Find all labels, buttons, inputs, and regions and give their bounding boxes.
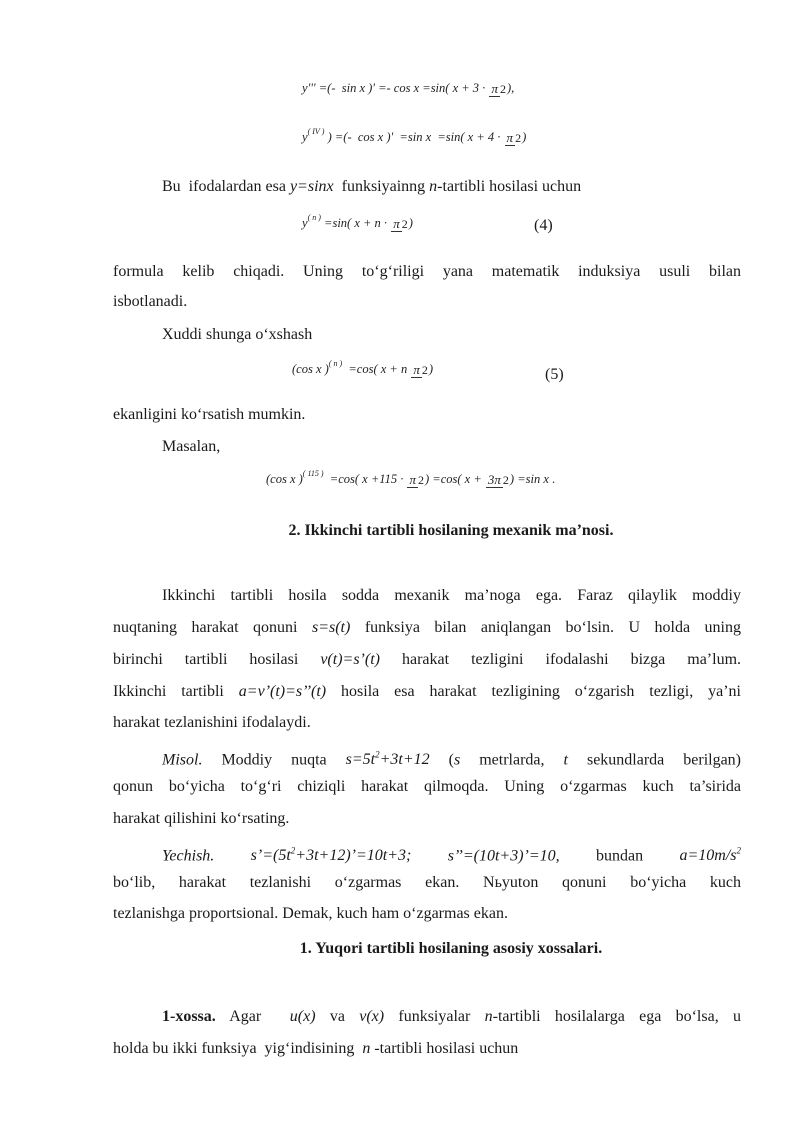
section-heading: 2. Ikkinchi tartibli hosilaning mexanik ma’nosi. <box>288 522 614 539</box>
equation-y-fourth-derivative: y( IV ) ) =(- cos x )' =sin x =sin( x + 4 · π 2) <box>302 127 527 145</box>
paragraph-text: Misol. Moddiy nuqta $s=5t^2+3t+12$ (s metrlarda, t sekundlarda berilgan) <box>162 750 742 769</box>
equation-cos-nth-derivative: (cos x )( n ) =cos( x + n π 2) <box>292 359 434 377</box>
paragraph-text: qonun bo‘yicha to‘g‘ri chiziqli harakat qilmoqda. Uning o‘zgarmas kuch ta’sirida <box>113 778 741 795</box>
paragraph-text: Yechish. $s’=(5t^2+3t+12)’=10t+3$; s’’=(10t+3)’=10, bundan $a=10m/s^2$ <box>162 846 742 865</box>
paragraph-text: Bu ifodalardan esa y=sinx funksiyainng n-tartibli hosilasi uchun <box>162 178 582 195</box>
paragraph-text: isbotlanadi. <box>113 293 188 310</box>
equation-cos-115-example: (cos x )( 115 ) =cos( x +115 · π 2) =cos( x + 3π 2) =sin x . <box>266 469 556 487</box>
paragraph-text: Ikkinchi tartibli a=v’(t)=s’’(t) hosila esa harakat tezligining o‘zgarish tezligi, ya’ni <box>113 683 742 700</box>
paragraph-text: tezlanishga proportsional. Demak, kuch ham o‘zgarmas ekan. <box>113 905 508 922</box>
section-heading: 1. Yuqori tartibli hosilaning asosiy xossalari. <box>299 940 603 957</box>
equation-number: (4) <box>534 217 553 234</box>
paragraph-text: 1-xossa. Agar u(x) va v(x) funksiyalar n-tartibli hosilalarga ega bo‘lsa, u <box>162 1008 741 1025</box>
paragraph-text: Ikkinchi tartibli hosila sodda mexanik ma’noga ega. Faraz qilaylik moddiy <box>162 587 741 604</box>
paragraph-text: Masalan, <box>162 438 221 455</box>
paragraph-text: birinchi tartibli hosilasi v(t)=s’(t) harakat tezligini ifodalashi bizga ma’lum. <box>113 651 742 668</box>
equation-y-third-derivative: y''' =(- sin x )' =- cos x =sin( x + 3 · π 2), <box>302 80 515 96</box>
paragraph-text: nuqtaning harakat qonuni s=s(t) funksiya bilan aniqlangan bo‘lsin. U holda uning <box>113 619 741 636</box>
paragraph-text: harakat qilishini ko‘rsating. <box>113 810 290 827</box>
paragraph-text: holda bu ikki funksiya yig‘indisining n -tartibli hosilasi uchun <box>113 1040 519 1057</box>
paragraph-text: bo‘lib, harakat tezlanishi o‘zgarmas ekan. Nьyuton qonuni bo‘yicha kuch <box>113 874 741 891</box>
paragraph-text: harakat tezlanishini ifodalaydi. <box>113 714 311 731</box>
paragraph-text: formula kelib chiqadi. Uning to‘g‘riligi yana matematik induksiya usuli bilan <box>113 263 741 280</box>
equation-sin-nth-derivative: y( n ) =sin( x + n · π 2) <box>302 213 413 231</box>
paragraph-text: ekanligini ko‘rsatish mumkin. <box>113 406 306 423</box>
equation-number: (5) <box>545 366 564 383</box>
paragraph-text: Xuddi shunga o‘xshash <box>162 326 313 343</box>
